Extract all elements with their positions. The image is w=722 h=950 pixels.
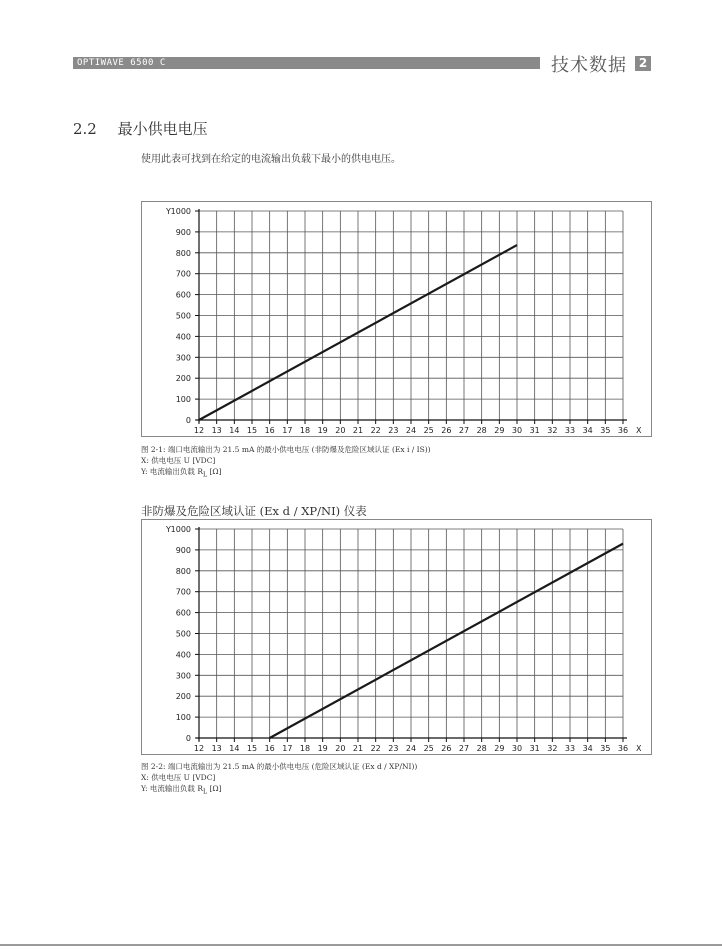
chart-2-y-tick-label-900: 900 — [175, 545, 191, 555]
chart-1-x-tick-label-15: 15 — [246, 426, 258, 435]
intro-paragraph: 使用此表可找到在给定的电流输出负载下最小的供电电压。 — [141, 154, 401, 165]
chart-1-x-tick-label-30: 30 — [511, 426, 523, 435]
chart-2-x-tick-label-23: 23 — [388, 744, 399, 753]
chart-1-x-tick-label-16: 16 — [264, 426, 275, 435]
chart-1-x-tick-label-26: 26 — [441, 426, 452, 435]
chart-2-x-tick-label-36: 36 — [617, 744, 629, 753]
chart-2-x-tick-label-17: 17 — [282, 744, 293, 753]
figure-1-y-legend — [141, 466, 431, 481]
chart-1-x-tick-label-13: 13 — [211, 426, 222, 435]
chart-1-x-tick-label-23: 23 — [388, 426, 399, 435]
chart-2-x-tick-label-33: 33 — [564, 744, 576, 753]
chart-2-x-tick-label-16: 16 — [264, 744, 275, 753]
chart-1-y-tick-label-400: 400 — [175, 332, 191, 342]
chart-2-x-axis-letter: X — [636, 744, 642, 753]
figure-2-x-legend: X: 供电电压 U [VDC] — [141, 773, 216, 782]
chart-1-x-tick-label-17: 17 — [282, 426, 293, 435]
chart-2-x-tick-label-27: 27 — [458, 744, 470, 753]
chart-2-y-tick-label-200: 200 — [175, 692, 191, 702]
figure-1-y-legend-sub: L — [202, 471, 208, 479]
chart-2-x-tick-label-35: 35 — [600, 744, 611, 753]
chart-1-y-tick-label-1000: 1000 — [170, 207, 191, 216]
figure-2-caption: 图 2-2: 端口电流输出为 21.5 mA 的最小供电电压 (危险区域认证 (Ex d / XP/NI)) — [141, 762, 418, 771]
figure-2-y-legend-prefix: Y: 电流输出负载 R — [141, 784, 203, 793]
chart-2-x-tick-label-15: 15 — [246, 744, 258, 753]
chart-2-x-tick-label-32: 32 — [547, 744, 558, 753]
chart-1-x-tick-label-28: 28 — [476, 426, 487, 435]
footer-rule — [0, 944, 722, 946]
figure-2-y-legend — [141, 783, 417, 798]
chart-2-x-tick-label-14: 14 — [229, 744, 240, 753]
chart-2-y-tick-label-800: 800 — [175, 566, 191, 576]
figure-2-y-legend-sub: L — [202, 788, 208, 796]
chart-1-x-axis-letter: X — [636, 426, 642, 435]
chart-2-y-tick-label-100: 100 — [175, 713, 191, 723]
chart-2-x-tick-label-29: 29 — [494, 744, 505, 753]
chart-2-x-tick-label-12: 12 — [193, 744, 205, 753]
chart-1-y-tick-label-200: 200 — [175, 374, 191, 384]
chart-2-y-tick-label-400: 400 — [175, 650, 191, 660]
chart-2-x-tick-label-20: 20 — [335, 744, 346, 753]
chart-1-x-tick-label-29: 29 — [494, 426, 505, 435]
chart-2-x-tick-label-21: 21 — [352, 744, 364, 753]
chart-1-x-tick-label-21: 21 — [352, 426, 364, 435]
chart-1-x-tick-label-14: 14 — [229, 426, 240, 435]
chart-2-x-tick-label-13: 13 — [211, 744, 222, 753]
chart-2-x-tick-label-26: 26 — [441, 744, 452, 753]
chart-2-x-tick-label-22: 22 — [370, 744, 381, 753]
header-product-bar — [73, 57, 540, 69]
chart-2-x-tick-label-28: 28 — [476, 744, 487, 753]
chart-2 — [142, 520, 653, 756]
header-section-title: 技术数据 — [551, 55, 627, 76]
chart-1-y-tick-label-100: 100 — [175, 395, 191, 405]
section-title: 最小供电电压 — [117, 120, 208, 138]
chart-1-x-tick-label-27: 27 — [458, 426, 470, 435]
chart-2-y-tick-label-300: 300 — [175, 671, 191, 681]
chart-1-x-tick-label-36: 36 — [617, 426, 629, 435]
chart-1-x-tick-label-25: 25 — [423, 426, 434, 435]
chart-1-y-axis-letter: Y — [166, 207, 171, 216]
chart-1-x-tick-label-35: 35 — [600, 426, 611, 435]
chart-2-x-tick-label-31: 31 — [529, 744, 540, 753]
chart-2-y-tick-label-700: 700 — [175, 587, 191, 597]
chart-2-x-tick-label-19: 19 — [317, 744, 328, 753]
chart-2-x-tick-label-24: 24 — [405, 744, 417, 753]
chart-1 — [142, 202, 653, 438]
section-heading — [73, 118, 208, 139]
figure-1-x-legend: X: 供电电压 U [VDC] — [141, 456, 216, 465]
figure-1-y-legend-prefix: Y: 电流输出负载 R — [141, 467, 203, 476]
chart-1-y-tick-label-700: 700 — [175, 269, 191, 279]
chart-1-y-tick-label-0: 0 — [185, 416, 191, 425]
chart-1-x-tick-label-18: 18 — [299, 426, 311, 435]
figure-1-caption: 图 2-1: 端口电流输出为 21.5 mA 的最小供电电压 (非防爆及危险区域认证 (Ex i / IS)) — [141, 445, 431, 454]
chart-1-y-tick-label-600: 600 — [175, 290, 191, 300]
chart-2-x-tick-label-34: 34 — [582, 744, 593, 753]
chart-1-x-tick-label-12: 12 — [193, 426, 205, 435]
chart-1-y-tick-label-300: 300 — [175, 353, 191, 363]
chart-1-frame — [141, 201, 652, 437]
chart-1-x-tick-label-20: 20 — [335, 426, 346, 435]
chart-1-x-tick-label-19: 19 — [317, 426, 328, 435]
chart-2-x-tick-label-30: 30 — [511, 744, 523, 753]
chart-1-x-tick-label-33: 33 — [564, 426, 576, 435]
chart-2-y-axis-letter: Y — [166, 525, 171, 534]
chart-1-x-tick-label-22: 22 — [370, 426, 381, 435]
figure-2-y-legend-suffix: [Ω] — [207, 784, 222, 793]
chart-2-x-tick-label-25: 25 — [423, 744, 434, 753]
chart-1-x-tick-label-34: 34 — [582, 426, 593, 435]
section-number: 2.2 — [73, 120, 97, 138]
chart-1-y-tick-label-900: 900 — [175, 227, 191, 237]
chart-1-x-tick-label-24: 24 — [405, 426, 417, 435]
figure-1-caption-block — [141, 444, 431, 481]
chart-2-y-tick-label-1000: 1000 — [170, 525, 191, 534]
chart-2-frame — [141, 519, 652, 755]
figure-2-caption-block — [141, 761, 417, 798]
figure-1-y-legend-suffix: [Ω] — [207, 467, 222, 476]
chart-2-y-tick-label-500: 500 — [175, 629, 191, 639]
chart-1-y-tick-label-800: 800 — [175, 248, 191, 258]
subsection-heading: 非防爆及危险区域认证 (Ex d / XP/NI) 仪表 — [141, 504, 367, 518]
chart-2-y-tick-label-600: 600 — [175, 608, 191, 618]
chart-2-x-tick-label-18: 18 — [299, 744, 311, 753]
chart-1-y-tick-label-500: 500 — [175, 311, 191, 321]
header-product-name: OPTIWAVE 6500 C — [77, 58, 166, 68]
chart-2-y-tick-label-0: 0 — [185, 734, 191, 743]
chart-1-x-tick-label-31: 31 — [529, 426, 540, 435]
chart-1-x-tick-label-32: 32 — [547, 426, 558, 435]
chapter-badge: 2 — [635, 56, 651, 71]
